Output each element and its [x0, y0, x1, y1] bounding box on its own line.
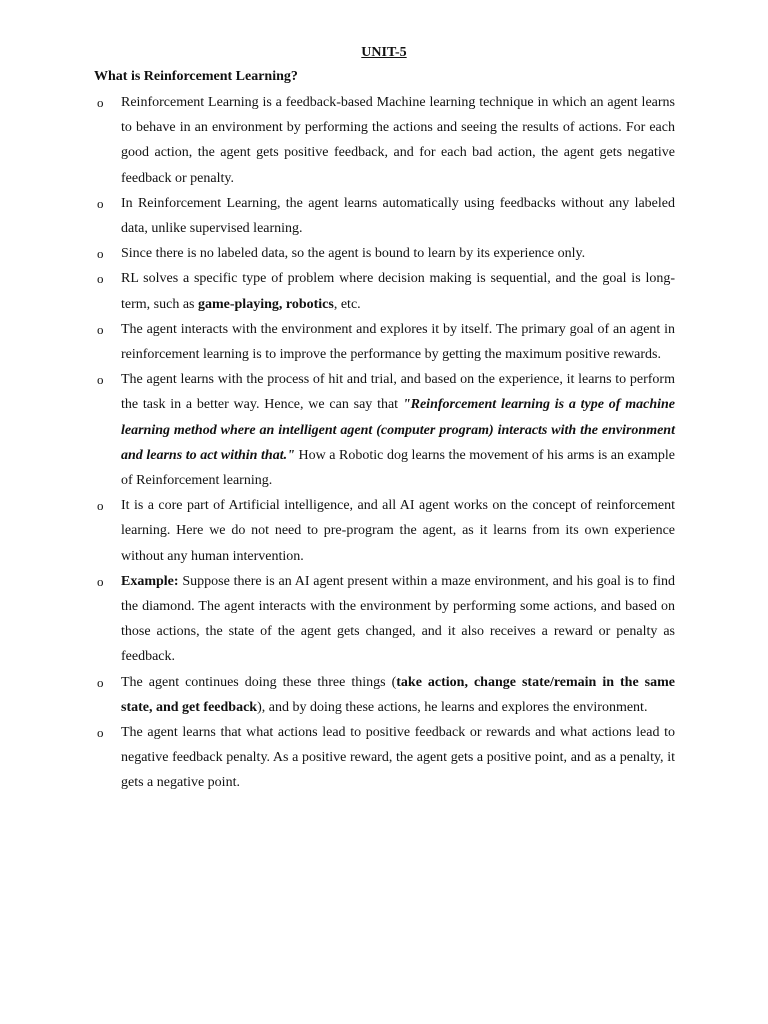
bullet-marker: o [97, 372, 104, 388]
bullet-marker: o [97, 95, 104, 110]
item-text: The agent continues doing these three things ( [121, 674, 397, 690]
item-text: Reinforcement Learning is a feedback-based Machine learning technique in which an agent learns to behave in an environment by performing the actions and seeing the results of actions. For each good action, the agent gets positive feedback, and for each bad action, the agent gets negative feedback or penalty. [121, 95, 675, 186]
list-item [94, 670, 675, 720]
section-heading: What is Reinforcement Learning? [94, 69, 298, 84]
bullet-marker: o [97, 321, 104, 337]
bullet-marker: o [97, 246, 104, 262]
item-text: The agent interacts with the environment and explores it by itself. The primary goal of an agent in reinforcement learning is to improve the performance by getting the maximum positive rewards. [121, 321, 675, 363]
item-text: RL solves a specific type of problem where decision making is sequential, and the goal is long-term, such as [121, 271, 675, 312]
item-text-bold: take action, change state/remain in the same state, and get feedback [121, 674, 676, 715]
item-text: ), and by doing these actions, he learns and explores the environment. [257, 699, 648, 715]
item-text: Suppose there is an AI agent present within a maze environment, and his goal is to find the diamond. The agent interacts with the environment by performing some actions, and based on those actions, the state of the agent gets changed, and it also receives a reward or penalty as feedback. [121, 573, 675, 665]
bullet-marker: o [97, 498, 104, 514]
bullet-marker: o [97, 195, 104, 211]
item-text-bold-italic: "Reinforcement learning is a type of machine learning method where an intelligent agent (computer program) interacts with the environment and learns to act within that." [121, 397, 676, 463]
bullet-marker: o [97, 271, 104, 287]
item-text: The agent learns with the process of hit and trial, and based on the experience, it learns to perform the task in a better way. Hence, we can say that [121, 372, 675, 413]
item-text-bold: game-playing, robotics [197, 296, 334, 312]
list-item [94, 266, 675, 316]
list-item [94, 493, 675, 569]
item-text: How a Robotic dog learns the movement of his arms is an example of Reinforcement learning. [121, 447, 675, 489]
bullet-marker: o [97, 725, 104, 741]
bullet-marker: o [97, 573, 104, 589]
bullet-list [94, 90, 675, 796]
item-text: In Reinforcement Learning, the agent learns automatically using feedbacks without any labeled data, unlike supervised learning. [121, 195, 675, 237]
list-item [94, 317, 675, 367]
list-item [94, 191, 675, 241]
item-text: It is a core part of Artificial intelligence, and all AI agent works on the concept of reinforcement learning. Here we do not need to pre-program the agent, as it learns from its own experience without any human intervention. [121, 498, 675, 564]
item-text: The agent learns that what actions lead to positive feedback or rewards and what actions lead to negative feedback penalty. As a positive reward, the agent gets a positive point, and as a penalty, it gets a negative point. [121, 725, 675, 791]
item-text-bold: Example: [121, 573, 179, 589]
list-item [94, 241, 675, 266]
list-item [94, 720, 675, 796]
list-item [94, 367, 675, 493]
list-item [94, 90, 675, 191]
bullet-marker: o [97, 674, 104, 690]
list-item [94, 569, 675, 670]
item-text: , etc. [333, 296, 361, 312]
item-text: Since there is no labeled data, so the agent is bound to learn by its experience only. [121, 246, 586, 262]
unit-title: UNIT-5 [361, 45, 407, 60]
